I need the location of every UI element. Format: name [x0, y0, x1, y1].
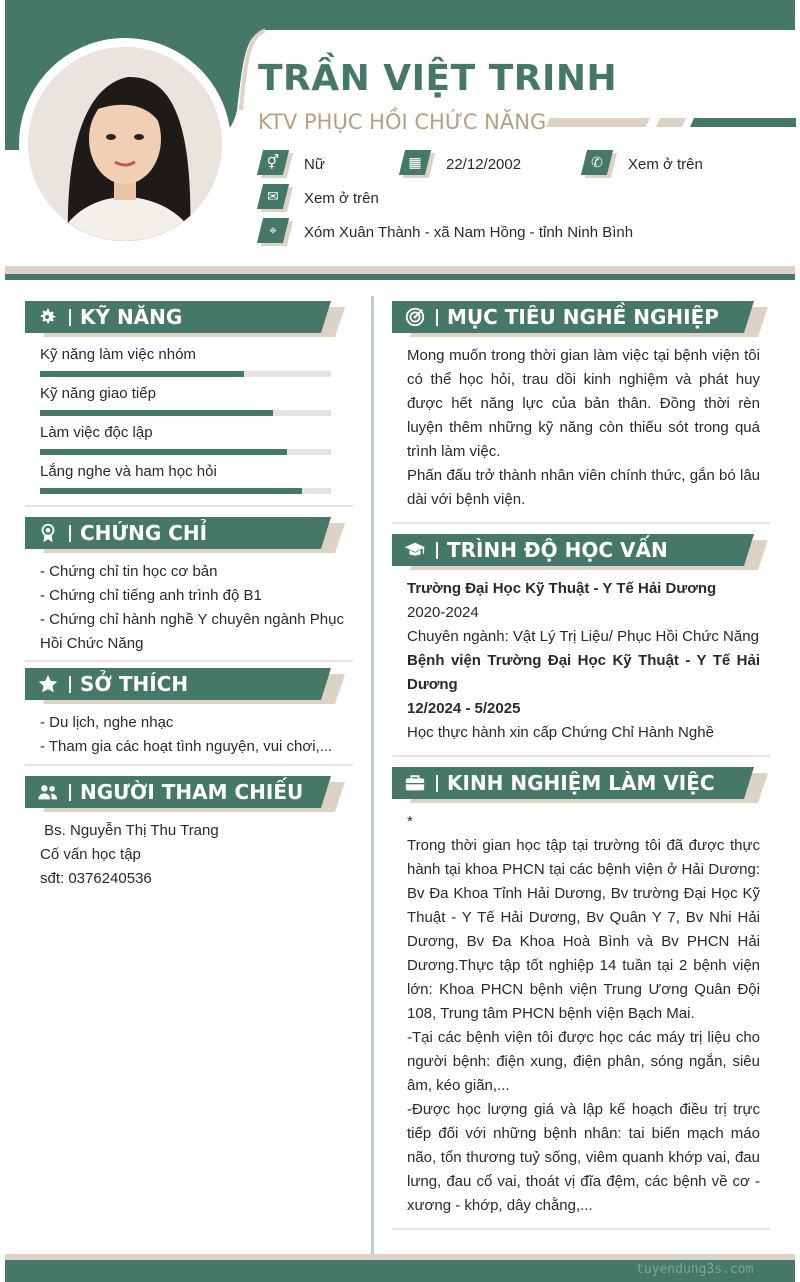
info-email [260, 184, 379, 212]
skill-label: Làm việc độc lập [40, 424, 153, 441]
info-address [260, 218, 633, 246]
job-title: KTV PHỤC HỒI CHỨC NĂNG [258, 110, 547, 134]
skill-label: Lắng nghe và ham học hỏi [40, 463, 217, 480]
skill-label: Kỹ năng giao tiếp [40, 385, 156, 402]
info-gender [260, 150, 325, 178]
calendar-icon: ▦ [402, 150, 432, 178]
section-hobbies-heading [25, 668, 355, 702]
phone-icon: ✆ [584, 150, 614, 178]
section-certificates-heading [25, 517, 355, 551]
section-skills-heading [25, 301, 355, 335]
education-school: Bệnh viện Trường Đại Học Kỹ Thuật - Y Tế Hải Dương [407, 652, 760, 693]
info-dob [402, 150, 521, 178]
skill-bar [40, 488, 331, 494]
gender-value: Nữ [304, 155, 325, 173]
gender-icon: ⚥ [260, 150, 290, 178]
reference-name: Bs. Nguyễn Thị Thu Trang [40, 822, 219, 839]
section-experience-title: KINH NGHIỆM LÀM VIỆC [447, 771, 715, 795]
experience-paragraph: -Được học lượng giá và lập kế hoạch điều trị trực tiếp đối với những bệnh nhân: tai biến mạch máo não, tổn thương tuỷ sống, viêm quanh khớp vai, đau lưng, đau cổ vai, thoát vị đĩa đệm, các bệnh về cơ - xương - khớp, dây chằng,... [407, 1101, 760, 1214]
section-divider [25, 505, 353, 507]
section-hobbies-title: SỞ THÍCH [80, 672, 189, 696]
hobby-item: - Du lịch, nghe nhạc [40, 714, 174, 731]
users-icon [35, 780, 61, 804]
role-decoration [546, 116, 796, 128]
certificate-item: - Chứng chỉ tin học cơ bản [40, 563, 218, 580]
email-icon: ✉ [260, 184, 290, 212]
objective-paragraph: Mong muốn trong thời gian làm việc tại bệnh viện tôi có thể học hỏi, trau dồi kinh nghiệm và phát huy được hết năng lực của bản thân. Đồng thời rèn luyện thêm những kỹ năng còn thiếu sót trong quá trình làm việc. [407, 347, 760, 460]
skill-bar [40, 371, 331, 377]
star-icon [35, 672, 61, 696]
hobby-item: - Tham gia các hoạt tình nguyện, vui chơi,... [40, 738, 333, 755]
header-divider-accent [5, 274, 795, 280]
education-years: 2020-2024 [407, 604, 479, 621]
section-divider [392, 1228, 770, 1230]
briefcase-icon [402, 771, 428, 795]
reference-position: Cố vấn học tập [40, 846, 141, 863]
section-objective-title: MỤC TIÊU NGHỀ NGHIỆP [447, 305, 719, 329]
experience-bullet: * [407, 813, 413, 830]
experience-paragraph: Trong thời gian học tập tại trường tôi đã được thực hành tại khoa PHCN tại các bệnh viện ở Hải Dương: Bv Đa Khoa Tỉnh Hải Dương, Bv trường Đại Học Kỹ Thuật - Y Tế Hải Dương, Bv Quân Y 7, Bv Nhi Hải Dương, Bv Đa Khoa Hoà Bình và Bv PHCN Hải Dương.Thực tập tốt nghiệp 14 tuần tại 2 bệnh viện lớn: Khoa PHCN bệnh viện Trung Ương Quân Đội 108, Trung tâm PHCN bệnh viện Bạch Mai. [407, 837, 760, 1022]
objective-paragraph: Phấn đấu trở thành nhân viên chính thức, gắn bó lâu dài với bệnh viện. [407, 467, 760, 508]
location-icon: ⌖ [260, 218, 290, 246]
phone-value: Xem ở trên [628, 155, 703, 173]
address-value: Xóm Xuân Thành - xã Nam Hồng - tỉnh Ninh Bình [304, 223, 634, 241]
section-divider [392, 522, 770, 524]
section-divider [25, 764, 353, 766]
education-school: Trường Đại Học Kỹ Thuật - Y Tế Hải Dương [407, 580, 717, 597]
skill-label: Kỹ năng làm việc nhóm [40, 346, 196, 363]
dob-value: 22/12/2002 [446, 155, 522, 173]
skill-bar [40, 410, 331, 416]
candidate-name: TRẦN VIỆT TRINH [258, 58, 618, 99]
info-phone [584, 150, 703, 178]
education-note: Học thực hành xin cấp Chứng Chỉ Hành Nghề [407, 724, 714, 741]
experience-paragraph: -Tại các bệnh viện tôi được học các máy trị liệu cho người bệnh: điện xung, điện phân, sóng ngắn, siêu âm, kéo giãn,... [407, 1029, 760, 1094]
graduation-cap-icon [402, 538, 428, 562]
section-experience-heading [392, 767, 772, 801]
section-skills-title: KỸ NĂNG [80, 305, 183, 329]
education-major: Chuyên ngành: Vật Lý Trị Liệu/ Phục Hồi Chức Năng [407, 628, 759, 645]
section-objective-heading [392, 301, 772, 335]
education-years: 12/2024 - 5/2025 [407, 700, 521, 717]
section-divider [392, 755, 770, 757]
section-references-heading [25, 776, 355, 810]
avatar [28, 47, 222, 241]
gear-icon [35, 305, 61, 329]
watermark: tuyendung3s.com [636, 1262, 754, 1277]
section-certificates-title: CHỨNG CHỈ [80, 521, 208, 545]
section-education-heading [392, 534, 772, 568]
section-references-title: NGƯỜI THAM CHIẾU [80, 780, 304, 804]
section-education-title: TRÌNH ĐỘ HỌC VẤN [447, 538, 668, 562]
skill-bar [40, 449, 331, 455]
certificate-item: - Chứng chỉ hành nghề Y chuyên ngành Phục Hồi Chức Năng [40, 611, 344, 652]
email-value: Xem ở trên [304, 189, 379, 207]
target-icon [402, 305, 428, 329]
section-divider [25, 660, 353, 662]
award-icon [35, 521, 61, 545]
certificate-item: - Chứng chỉ tiếng anh trình độ B1 [40, 587, 262, 604]
column-divider [371, 296, 374, 1259]
reference-phone: sđt: 0376240536 [40, 870, 152, 887]
header-divider [5, 266, 795, 274]
